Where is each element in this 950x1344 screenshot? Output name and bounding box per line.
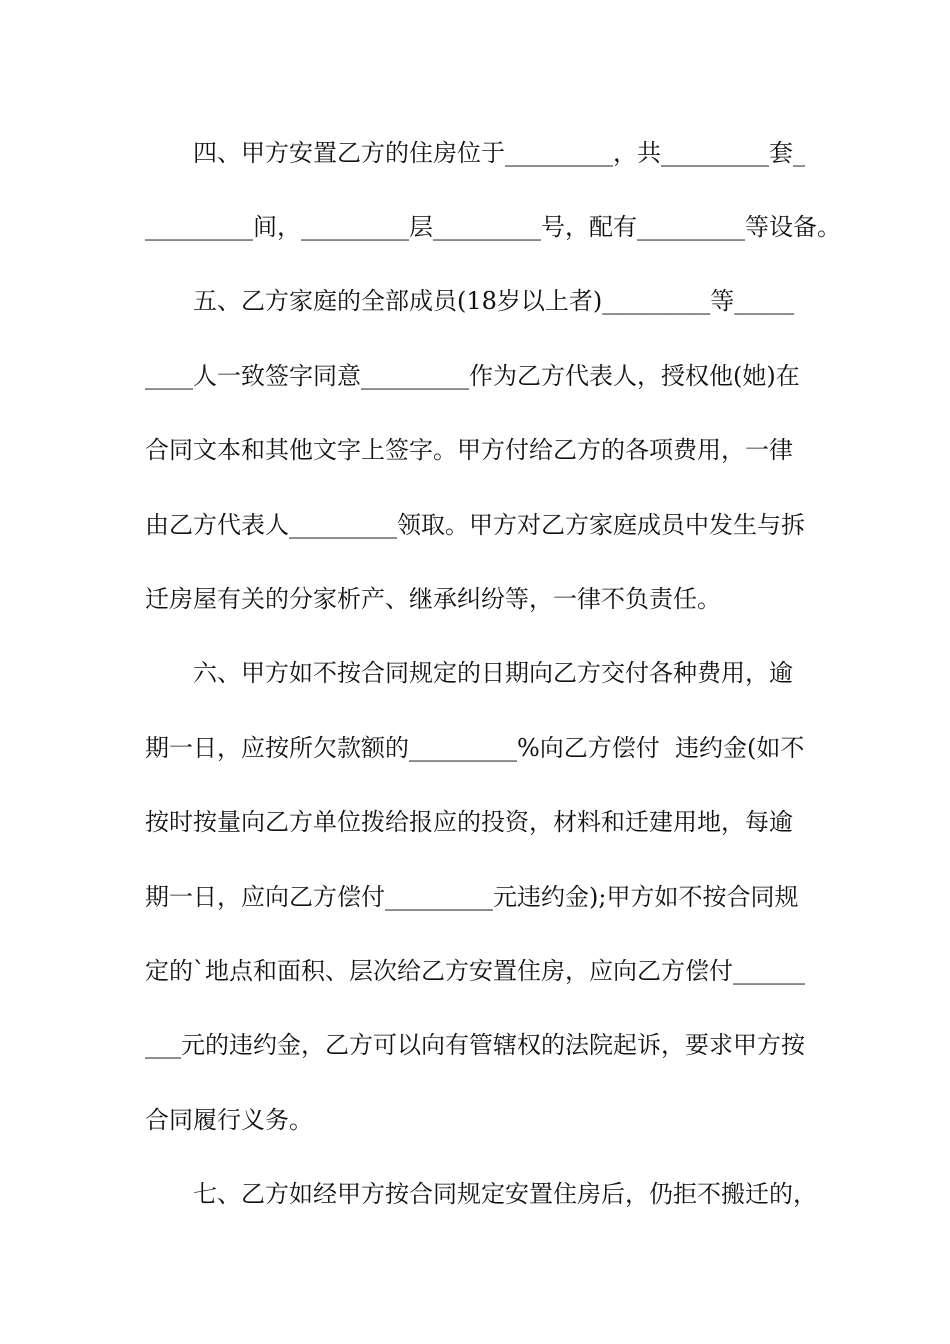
- clause-4-line-2: _________间，_________层_________号，配有_________等设备。: [145, 213, 841, 241]
- clause-6-line-6: ___元的违约金，乙方可以向有管辖权的法院起诉，要求甲方按: [145, 1031, 805, 1059]
- clause-6-line-7: 合同履行义务。: [145, 1106, 313, 1134]
- clause-6-line-5: 定的`地点和面积、层次给乙方安置住房，应向乙方偿付______: [145, 957, 805, 985]
- clause-6-line-2: 期一日，应按所欠款额的_________%向乙方偿付 违约金(如不: [145, 734, 805, 762]
- clause-6-line-1: 六、甲方如不按合同规定的日期向乙方交付各种费用，逾: [193, 659, 793, 687]
- clause-5-line-3: 合同文本和其他文字上签字。甲方付给乙方的各项费用，一律: [145, 436, 793, 464]
- clause-5-line-1: 五、乙方家庭的全部成员(18岁以上者)_________等_____: [193, 287, 795, 315]
- clause-6-line-3: 按时按量向乙方单位拨给报应的投资，材料和迁建用地，每逾: [145, 808, 793, 836]
- clause-5-line-4: 由乙方代表人_________领取。甲方对乙方家庭成员中发生与拆: [145, 511, 805, 539]
- clause-5-line-5: 迁房屋有关的分家析产、继承纠纷等，一律不负责任。: [145, 585, 721, 613]
- clause-5-line-2: ____人一致签字同意_________作为乙方代表人，授权他(她)在: [145, 362, 800, 390]
- clause-7-line-1: 七、乙方如经甲方按合同规定安置住房后，仍拒不搬迁的，: [193, 1180, 817, 1208]
- clause-4-line-1: 四、甲方安置乙方的住房位于_________，共_________套_: [193, 139, 805, 167]
- clause-6-line-4: 期一日，应向乙方偿付_________元违约金);甲方如不按合同规: [145, 883, 799, 911]
